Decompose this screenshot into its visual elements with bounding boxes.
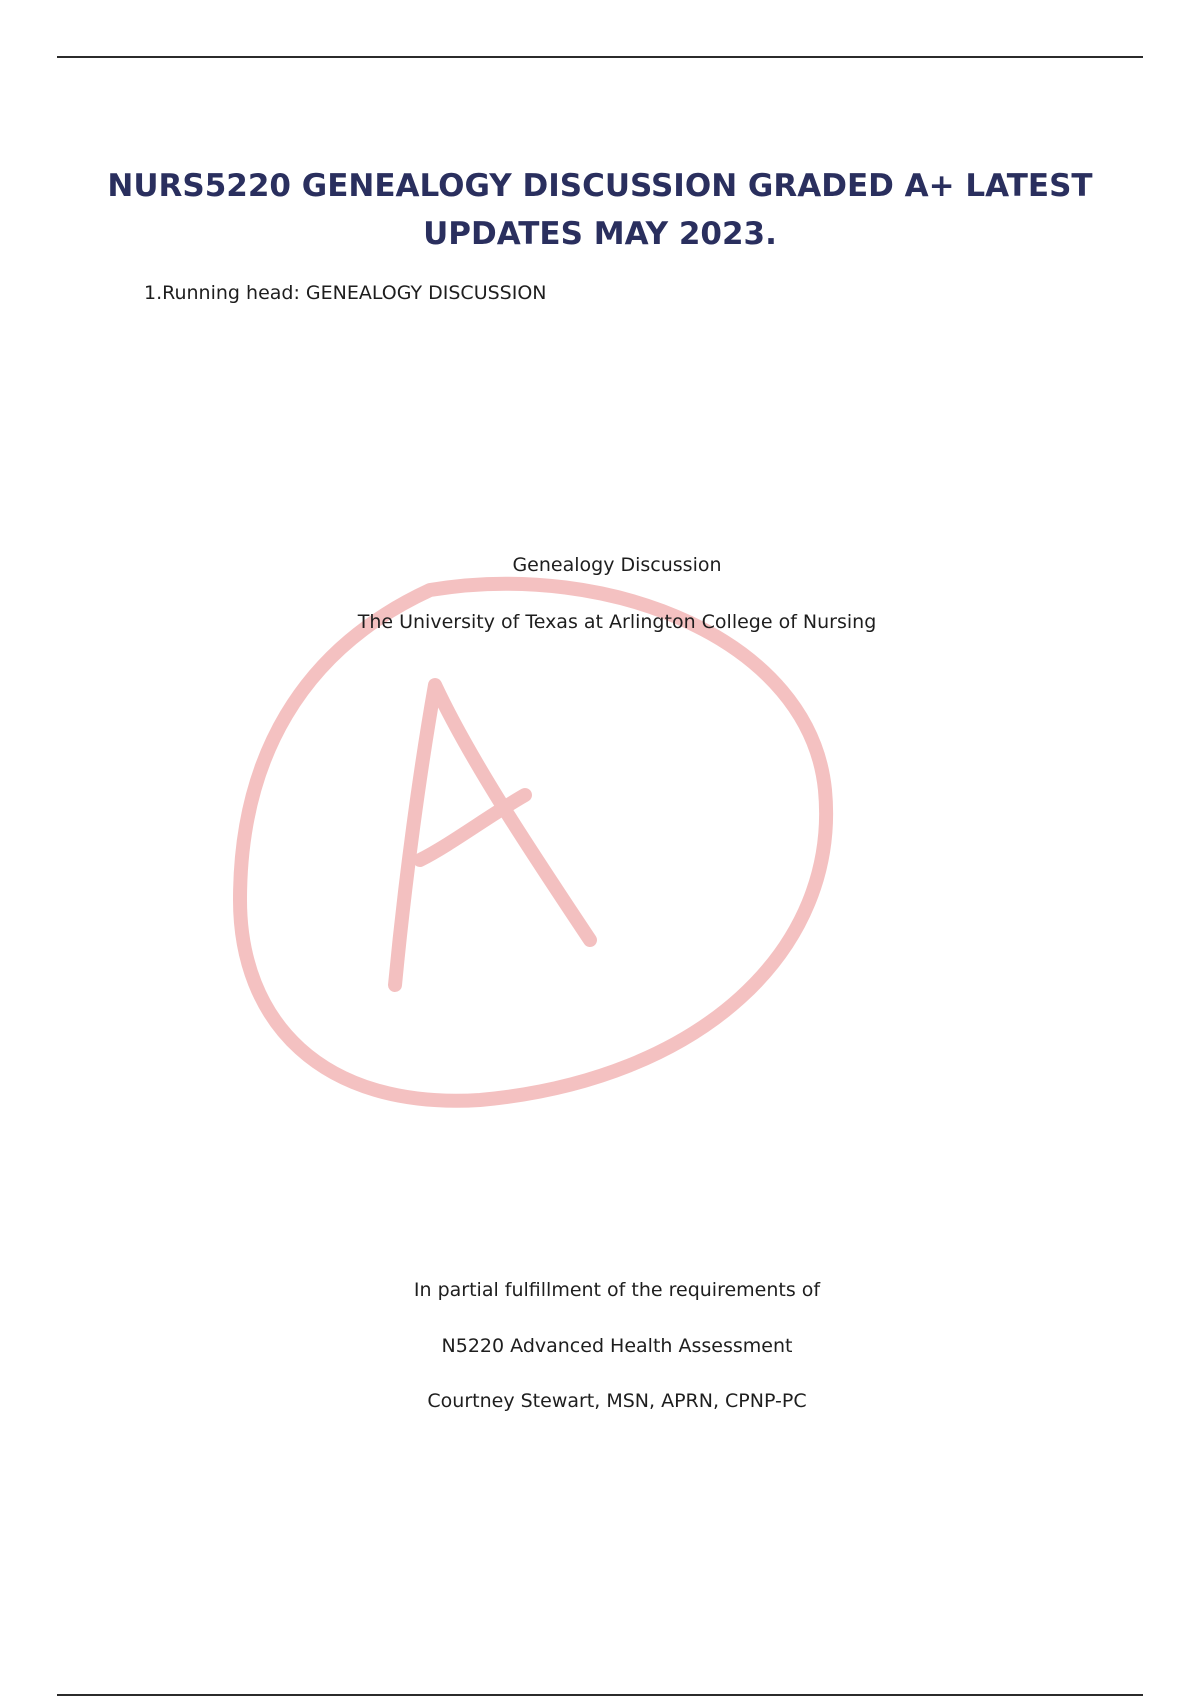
instructor-name: Courtney Stewart, MSN, APRN, CPNP-PC xyxy=(427,1390,807,1412)
bottom-rule xyxy=(57,1694,1143,1696)
running-head: 1.Running head: GENEALOGY DISCUSSION xyxy=(144,282,547,304)
institution-name: The University of Texas at Arlington College of Nursing xyxy=(357,611,877,633)
fulfillment-statement: In partial fulfillment of the requirements of xyxy=(413,1279,821,1301)
paper-title: Genealogy Discussion xyxy=(512,554,722,576)
top-rule xyxy=(57,56,1143,58)
document-heading-line-1: NURS5220 GENEALOGY DISCUSSION GRADED A+ LATEST xyxy=(107,168,1093,204)
document-heading xyxy=(100,162,1100,258)
course-name: N5220 Advanced Health Assessment xyxy=(441,1335,793,1357)
document-heading-line-2: UPDATES MAY 2023. xyxy=(423,216,777,252)
